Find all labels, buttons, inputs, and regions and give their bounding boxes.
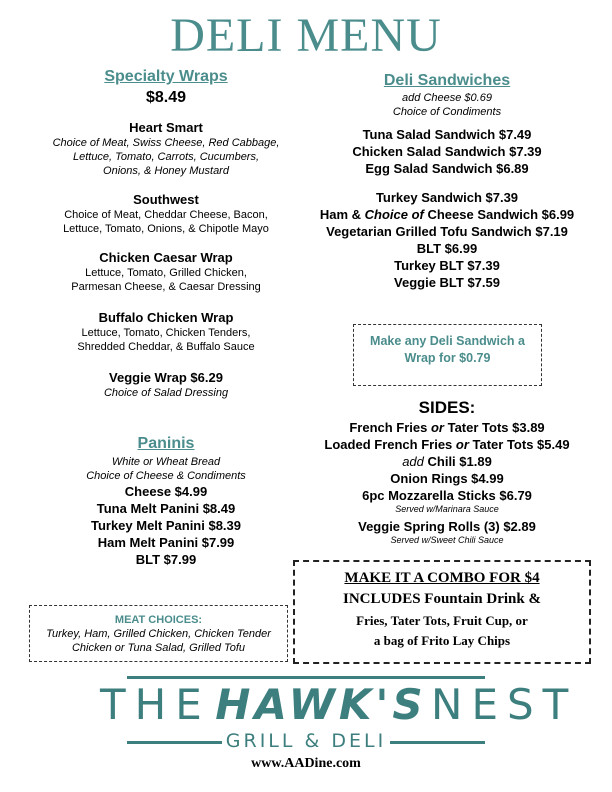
list-item: Egg Salad Sandwich $6.89: [365, 161, 529, 176]
list-item: Ham & Choice of Cheese Sandwich $6.99: [319, 207, 575, 222]
list-item: French Fries or Tater Tots $3.89: [349, 420, 545, 435]
website-link[interactable]: www.AADine.com: [251, 756, 361, 771]
list-item: Tuna Salad Sandwich $7.49: [362, 127, 532, 142]
item-description: Lettuce, Tomato, Grilled Chicken, Parmesan Cheese, & Caesar Dressing: [71, 267, 261, 293]
list-item: Vegetarian Grilled Tofu Sandwich $7.19: [326, 224, 568, 239]
paninis-heading: Paninis: [137, 435, 195, 452]
list-item: BLT $7.99: [135, 552, 197, 567]
meat-choices-box: [29, 605, 288, 662]
specialty-wraps-price: $8.49: [145, 89, 187, 106]
menu-item: [20, 369, 312, 400]
item-description: Choice of Salad Dressing: [103, 387, 229, 399]
wrap-upgrade-box: [353, 324, 542, 386]
specialty-wraps-heading: Specialty Wraps: [104, 68, 228, 85]
paninis-section: [20, 435, 312, 568]
menu-item: [20, 119, 312, 178]
item-description: Choice of Meat, Swiss Cheese, Red Cabbage, Lettuce, Tomato, Carrots, Cucumbers, Onions, & Honey Mustard: [52, 137, 280, 177]
paninis-list: [20, 483, 312, 568]
item-name: Southwest: [133, 192, 199, 207]
menu-item: [20, 191, 312, 236]
logo-the: THE: [100, 680, 211, 729]
meat-choices-heading: MEAT CHOICES:: [114, 614, 203, 626]
list-item: Turkey Melt Panini $8.39: [90, 518, 242, 533]
list-item: Ham Melt Panini $7.99: [97, 535, 235, 550]
paninis-notes: White or Wheat Bread Choice of Cheese & Condiments: [86, 456, 246, 482]
sandwich-list-2: [302, 189, 592, 291]
meat-choices-list: Turkey, Ham, Grilled Chicken, Chicken Tender Chicken or Tuna Salad, Grilled Tofu: [46, 628, 271, 654]
list-item: BLT $6.99: [416, 241, 478, 256]
wrap-upgrade-text: Make any Deli Sandwich a Wrap for $0.79: [370, 334, 525, 365]
logo-hawks: HAWK'S: [215, 680, 427, 729]
list-item: add Chili $1.89: [402, 454, 492, 469]
combo-line: Fries, Tater Tots, Fruit Cup, or: [356, 613, 528, 628]
combo-line: INCLUDES Fountain Drink &: [343, 591, 541, 607]
menu-item: [20, 309, 312, 354]
item-note: Served w/Marinara Sauce: [395, 504, 499, 514]
list-item: Turkey Sandwich $7.39: [375, 190, 519, 205]
list-item: Tuna Melt Panini $8.49: [96, 501, 236, 516]
sides-heading: SIDES:: [418, 398, 476, 417]
item-name: Heart Smart: [129, 120, 203, 135]
list-item: Veggie BLT $7.59: [394, 275, 500, 290]
combo-line: a bag of Frito Lay Chips: [373, 633, 511, 648]
combo-box: [293, 560, 591, 664]
list-item: Veggie Spring Rolls (3) $2.89: [358, 519, 536, 534]
sandwich-list-1: [302, 126, 592, 177]
item-note: Served w/Sweet Chili Sauce: [390, 535, 504, 545]
deli-sandwiches-notes: add Cheese $0.69 Choice of Condiments: [392, 92, 502, 118]
list-item: Onion Rings $4.99: [390, 471, 504, 486]
logo-subtitle: GRILL & DELI: [225, 730, 387, 752]
deli-sandwiches-section: [302, 72, 592, 291]
list-item: Turkey BLT $7.39: [394, 258, 500, 273]
page-title: DELI MENU: [170, 9, 442, 62]
menu-item: [20, 249, 312, 294]
logo-top-rule: [127, 676, 485, 679]
sides-section: [302, 398, 592, 546]
list-item: Loaded French Fries or Tater Tots $5.49: [324, 437, 570, 452]
deli-sandwiches-heading: Deli Sandwiches: [383, 72, 511, 89]
item-name: Veggie Wrap $6.29: [109, 370, 223, 385]
list-item: Cheese $4.99: [124, 484, 208, 499]
item-name: Chicken Caesar Wrap: [99, 250, 233, 265]
item-description: Choice of Meat, Cheddar Cheese, Bacon, Lettuce, Tomato, Onions, & Chipotle Mayo: [63, 209, 269, 235]
specialty-wraps-section: [20, 68, 312, 400]
logo-wordmark: [100, 680, 578, 729]
logo-nest: NEST: [431, 680, 578, 729]
list-item: Chicken Salad Sandwich $7.39: [352, 144, 542, 159]
item-name: Buffalo Chicken Wrap: [98, 310, 234, 325]
combo-heading: MAKE IT A COMBO FOR $4: [344, 570, 540, 586]
logo-left-rule: [127, 741, 222, 744]
item-description: Lettuce, Tomato, Chicken Tenders, Shredded Cheddar, & Buffalo Sauce: [77, 327, 255, 353]
list-item: 6pc Mozzarella Sticks $6.79: [362, 488, 532, 503]
logo-right-rule: [390, 741, 485, 744]
